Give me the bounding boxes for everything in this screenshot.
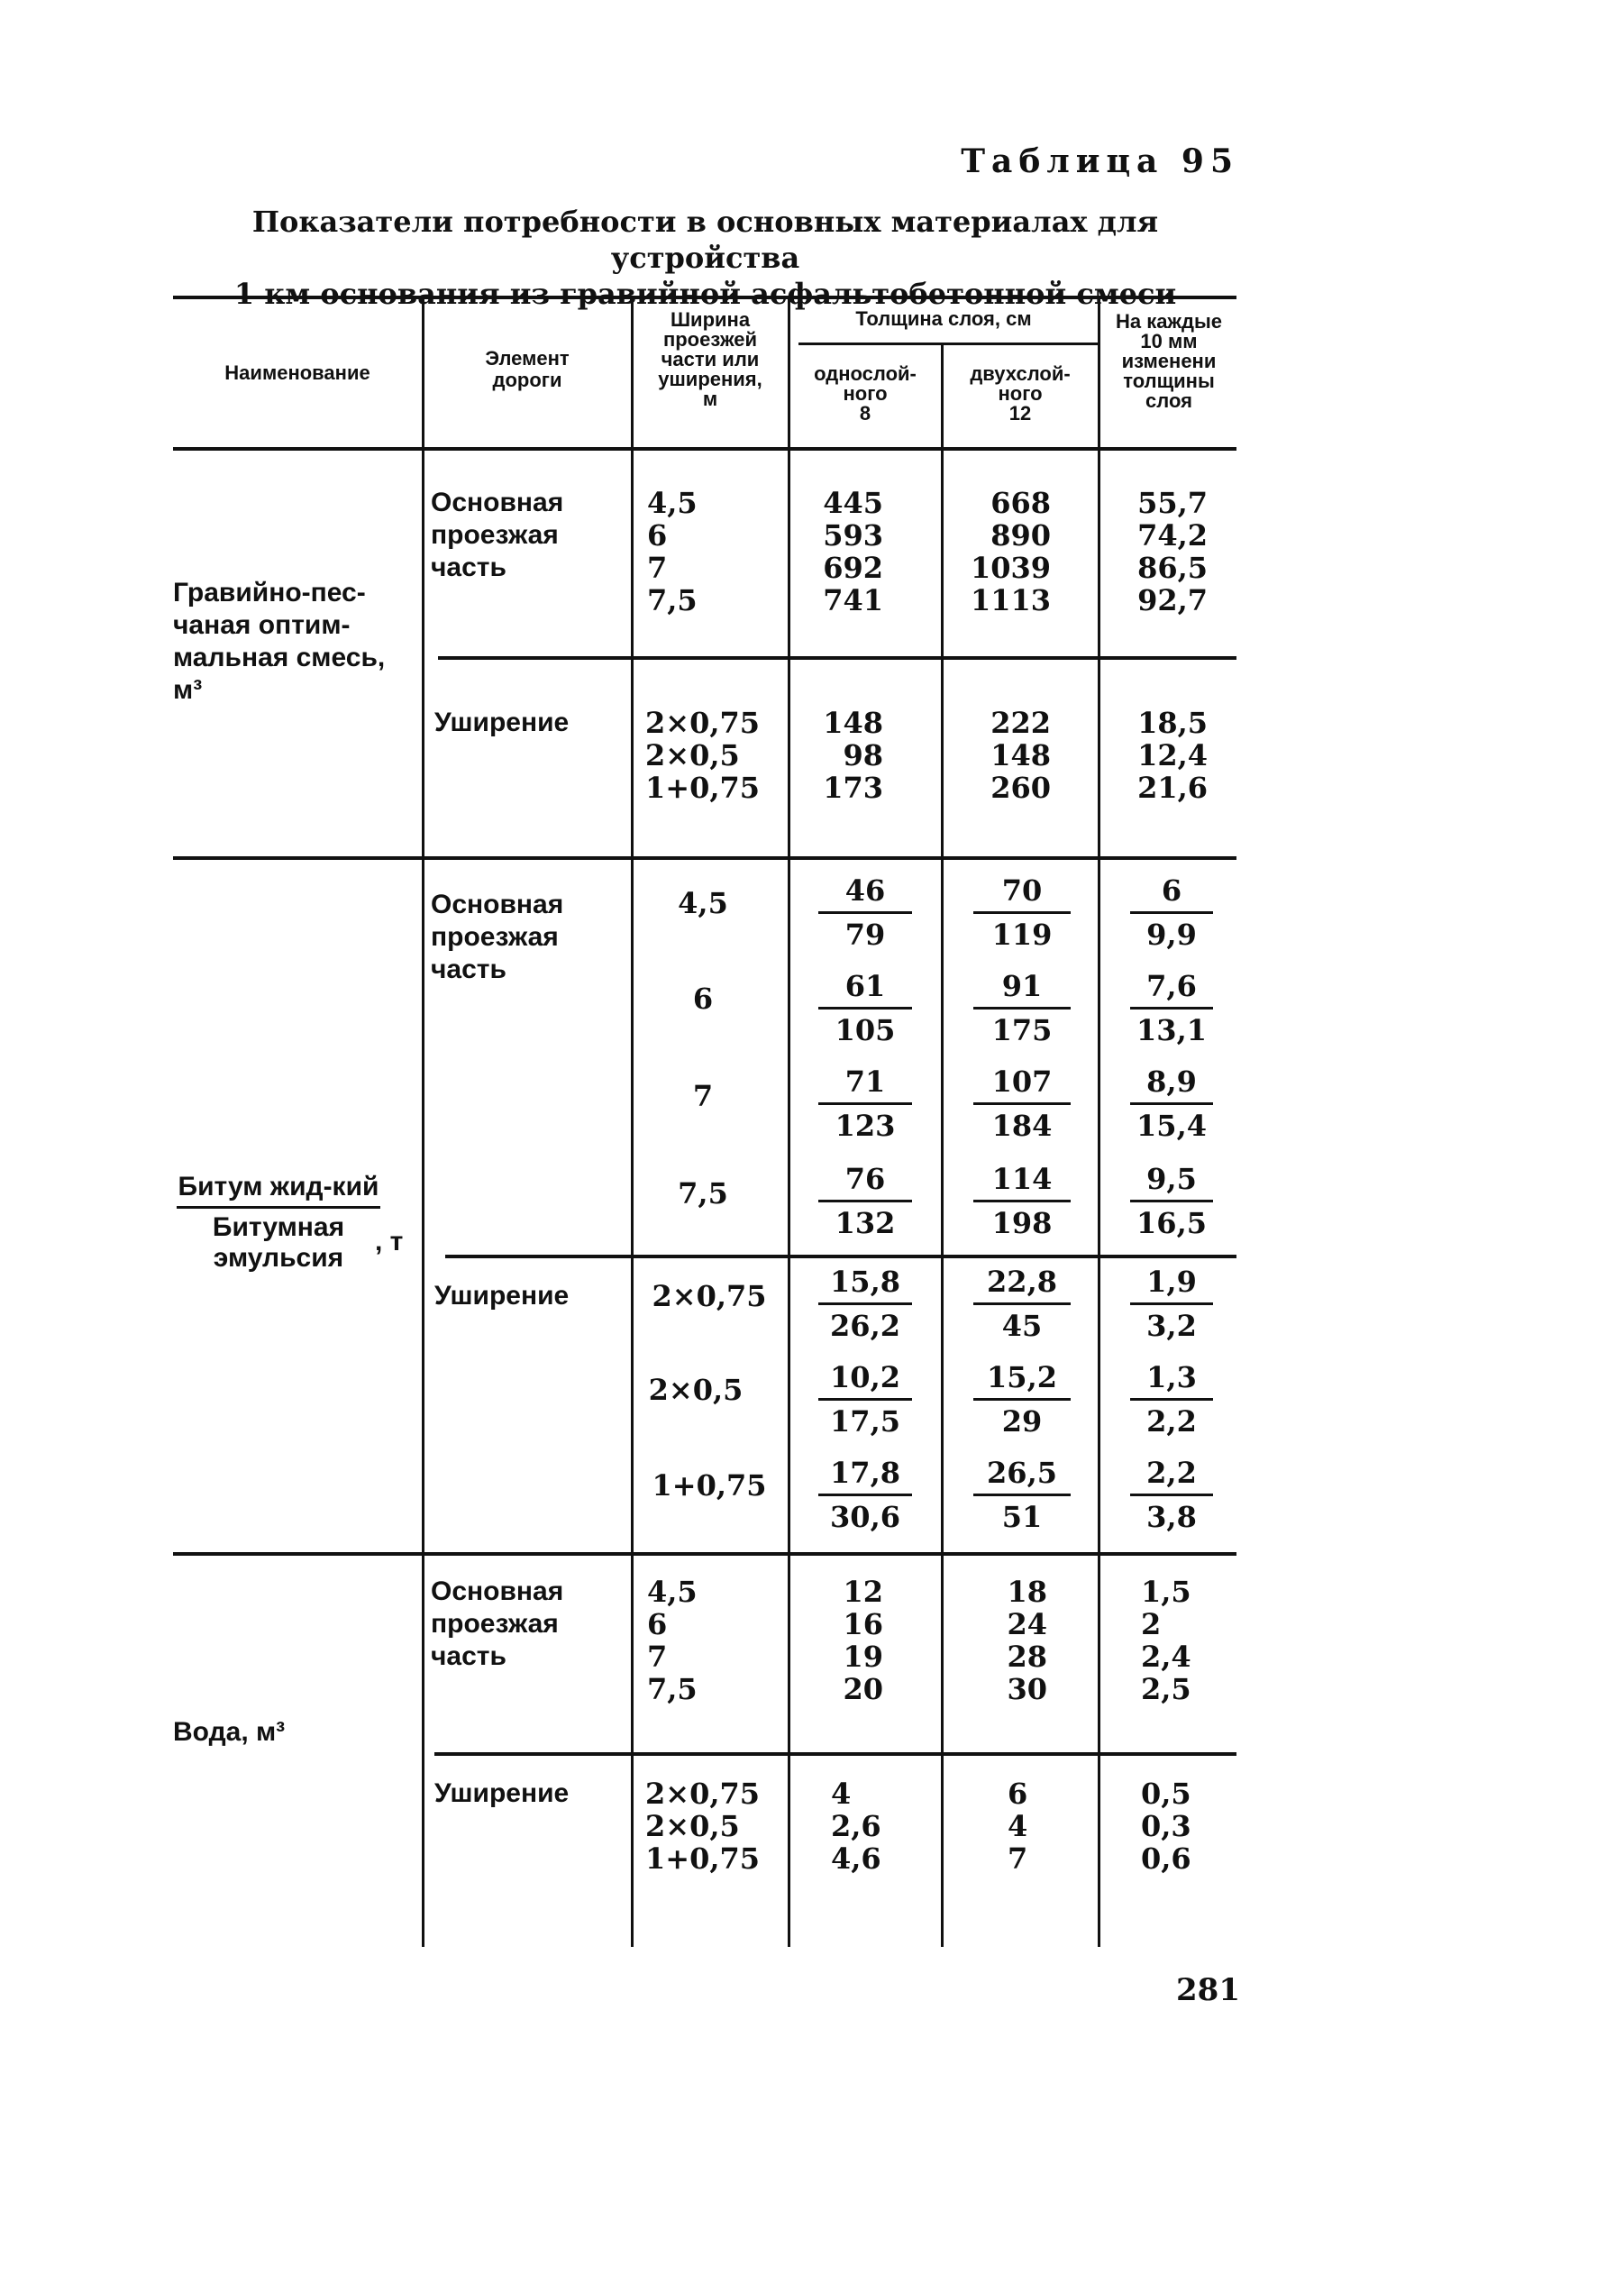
bitumen-main-single-fraction (818, 1161, 912, 1241)
fraction-numerator: 22,8 (973, 1264, 1071, 1305)
fraction-denominator: 9,9 (1146, 918, 1197, 952)
bitumen-main-double-fraction (973, 1064, 1071, 1144)
header-name: Наименование (224, 361, 370, 384)
header-width: Ширина проезжей части или уширения, м (658, 308, 762, 410)
bitumen-widen-per10-fraction (1130, 1264, 1213, 1344)
gravel-main-double: 668 890 1039 1113 (970, 486, 1051, 617)
col-line-1 (422, 297, 424, 1947)
header-element: Элемент дороги (485, 347, 570, 391)
bitumen-main-width-3: 7 (692, 1079, 714, 1113)
water-widen-double: 6 4 7 (1008, 1777, 1028, 1876)
fraction-denominator: 17,5 (830, 1404, 900, 1439)
fraction-denominator: 105 (835, 1013, 896, 1047)
rule-gravel-end (173, 856, 1236, 860)
fraction-denominator: 13,1 (1136, 1013, 1207, 1047)
rule-water-mid (434, 1752, 1236, 1756)
water-element-main: Основная проезжая часть (431, 1576, 564, 1671)
fraction-numerator: 15,8 (818, 1264, 912, 1305)
fraction-denominator: 45 (1001, 1309, 1043, 1343)
fraction-numerator: 91 (973, 968, 1071, 1010)
rule-header-bottom (173, 447, 1236, 451)
fraction-numerator: 114 (973, 1161, 1071, 1202)
section-water-name: Вода, м³ (173, 1717, 286, 1747)
fraction-numerator: 107 (973, 1064, 1071, 1105)
section-gravel-name: Гравийно-пес- чаная оптим- мальная смесь, м³ (173, 578, 386, 705)
water-element-widen: Уширение (434, 1778, 570, 1808)
bitumen-widen-double-fraction (973, 1264, 1071, 1344)
water-widen-widths: 2×0,75 2×0,5 1+0,75 (645, 1777, 761, 1876)
gravel-widen-double: 222 148 260 (990, 706, 1051, 805)
fraction-numerator: 10,2 (818, 1359, 912, 1401)
bitumen-main-double-fraction (973, 968, 1071, 1048)
bitumen-main-per10-fraction (1130, 873, 1213, 953)
fraction-denominator: 184 (991, 1109, 1053, 1143)
water-main-single: 12 16 19 20 (843, 1575, 883, 1706)
bitumen-unit: , т (375, 1227, 404, 1256)
caption-line-1: Показатели потребности в основных материалах для устройства (251, 205, 1159, 275)
fraction-numerator: 6 (1130, 873, 1213, 914)
bitumen-element-main: Основная проезжая часть (431, 890, 564, 984)
gravel-main-per10: 55,7 74,2 86,5 92,7 (1137, 486, 1208, 617)
fraction-denominator: 26,2 (830, 1309, 900, 1343)
fraction-denominator: 16,5 (1136, 1206, 1207, 1240)
fraction-numerator: 17,8 (818, 1455, 912, 1496)
bitumen-widen-width-1: 2×0,75 (652, 1279, 767, 1313)
gravel-main-widths: 4,5 6 7 7,5 (647, 486, 698, 617)
fraction-denominator: 2,2 (1146, 1404, 1197, 1439)
bitumen-widen-per10-fraction (1130, 1359, 1213, 1439)
fraction-numerator: 26,5 (973, 1455, 1071, 1496)
fraction-numerator: 1,3 (1130, 1359, 1213, 1401)
bitumen-main-width-4: 7,5 (678, 1176, 728, 1211)
fraction-numerator: 61 (818, 968, 912, 1010)
header-single-layer: однослой- ного 8 (814, 362, 917, 425)
header-thickness: Толщина слоя, см (855, 307, 1032, 330)
fraction-denominator: 123 (835, 1109, 896, 1143)
header-per-10mm: На каждые 10 мм изменени толщины слоя (1115, 310, 1223, 412)
fraction-denominator: 79 (844, 918, 886, 952)
water-main-double: 18 24 28 30 (1007, 1575, 1047, 1706)
bitumen-element-widen: Уширение (434, 1281, 570, 1311)
rule-bitumen-end (173, 1552, 1236, 1556)
page-number: 281 (1176, 1972, 1240, 2008)
gravel-widen-per10: 18,5 12,4 21,6 (1137, 706, 1208, 805)
fraction-denominator: 51 (1001, 1500, 1043, 1534)
fraction-numerator: 76 (818, 1161, 912, 1202)
gravel-element-main: Основная проезжая часть (431, 488, 564, 582)
gravel-element-widen: Уширение (434, 708, 570, 737)
bitumen-widen-width-2: 2×0,5 (648, 1373, 744, 1407)
fraction-numerator: 2,2 (1130, 1455, 1213, 1496)
bitumen-widen-per10-fraction (1130, 1455, 1213, 1535)
bitumen-widen-single-fraction (818, 1455, 912, 1535)
fraction-numerator: 71 (818, 1064, 912, 1105)
gravel-widen-single: 148 98 173 (823, 706, 883, 805)
water-widen-single: 4 2,6 4,6 (831, 1777, 881, 1876)
fraction-denominator: 3,2 (1146, 1309, 1197, 1343)
bitumen-liquid-label: Битум жид-кий (177, 1172, 380, 1209)
fraction-denominator: 15,4 (1136, 1109, 1207, 1143)
fraction-denominator: 132 (835, 1206, 896, 1240)
bitumen-main-per10-fraction (1130, 1064, 1213, 1144)
gravel-main-single: 445 593 692 741 (823, 486, 883, 617)
fraction-numerator: 7,6 (1130, 968, 1213, 1010)
header-double-layer: двухслой- ного 12 (970, 362, 1071, 425)
fraction-numerator: 9,5 (1130, 1161, 1213, 1202)
bitumen-main-width-1: 4,5 (678, 886, 728, 920)
fraction-numerator: 1,9 (1130, 1264, 1213, 1305)
fraction-numerator: 70 (973, 873, 1071, 914)
fraction-denominator: 175 (991, 1013, 1053, 1047)
bitumen-main-width-2: 6 (692, 982, 714, 1016)
water-main-per10: 1,5 2 2,4 2,5 (1141, 1575, 1191, 1706)
rule-thickness (798, 343, 1099, 345)
bitumen-emulsion-label: Битумная эмульсия (212, 1212, 345, 1273)
bitumen-main-per10-fraction (1130, 1161, 1213, 1241)
fraction-denominator: 119 (991, 918, 1053, 952)
bitumen-main-single-fraction (818, 873, 912, 953)
bitumen-widen-double-fraction (973, 1455, 1071, 1535)
water-widen-per10: 0,5 0,3 0,6 (1141, 1777, 1191, 1876)
fraction-numerator: 15,2 (973, 1359, 1071, 1401)
bitumen-main-double-fraction (973, 1161, 1071, 1241)
bitumen-widen-single-fraction (818, 1359, 912, 1439)
bitumen-main-per10-fraction (1130, 968, 1213, 1048)
gravel-widen-widths: 2×0,75 2×0,5 1+0,75 (645, 706, 761, 805)
water-main-widths: 4,5 6 7 7,5 (647, 1575, 698, 1706)
caption-line-2: 1 км основания из гравийной асфальтобетонной смеси (233, 277, 1177, 311)
rule-bitumen-mid (445, 1255, 1236, 1258)
bitumen-widen-width-3: 1+0,75 (652, 1468, 767, 1503)
bitumen-widen-single-fraction (818, 1264, 912, 1344)
fraction-denominator: 198 (991, 1206, 1053, 1240)
fraction-denominator: 29 (1001, 1404, 1043, 1439)
bitumen-main-single-fraction (818, 968, 912, 1048)
bitumen-main-single-fraction (818, 1064, 912, 1144)
bitumen-widen-double-fraction (973, 1359, 1071, 1439)
fraction-numerator: 46 (818, 873, 912, 914)
fraction-denominator: 3,8 (1146, 1500, 1197, 1534)
section-bitumen-name (177, 1172, 380, 1274)
rule-gravel-mid (438, 656, 1236, 660)
bitumen-main-double-fraction (973, 873, 1071, 953)
fraction-numerator: 8,9 (1130, 1064, 1213, 1105)
fraction-denominator: 30,6 (830, 1500, 900, 1534)
table-number: Таблица 95 (961, 142, 1239, 180)
rule-top (173, 296, 1236, 299)
